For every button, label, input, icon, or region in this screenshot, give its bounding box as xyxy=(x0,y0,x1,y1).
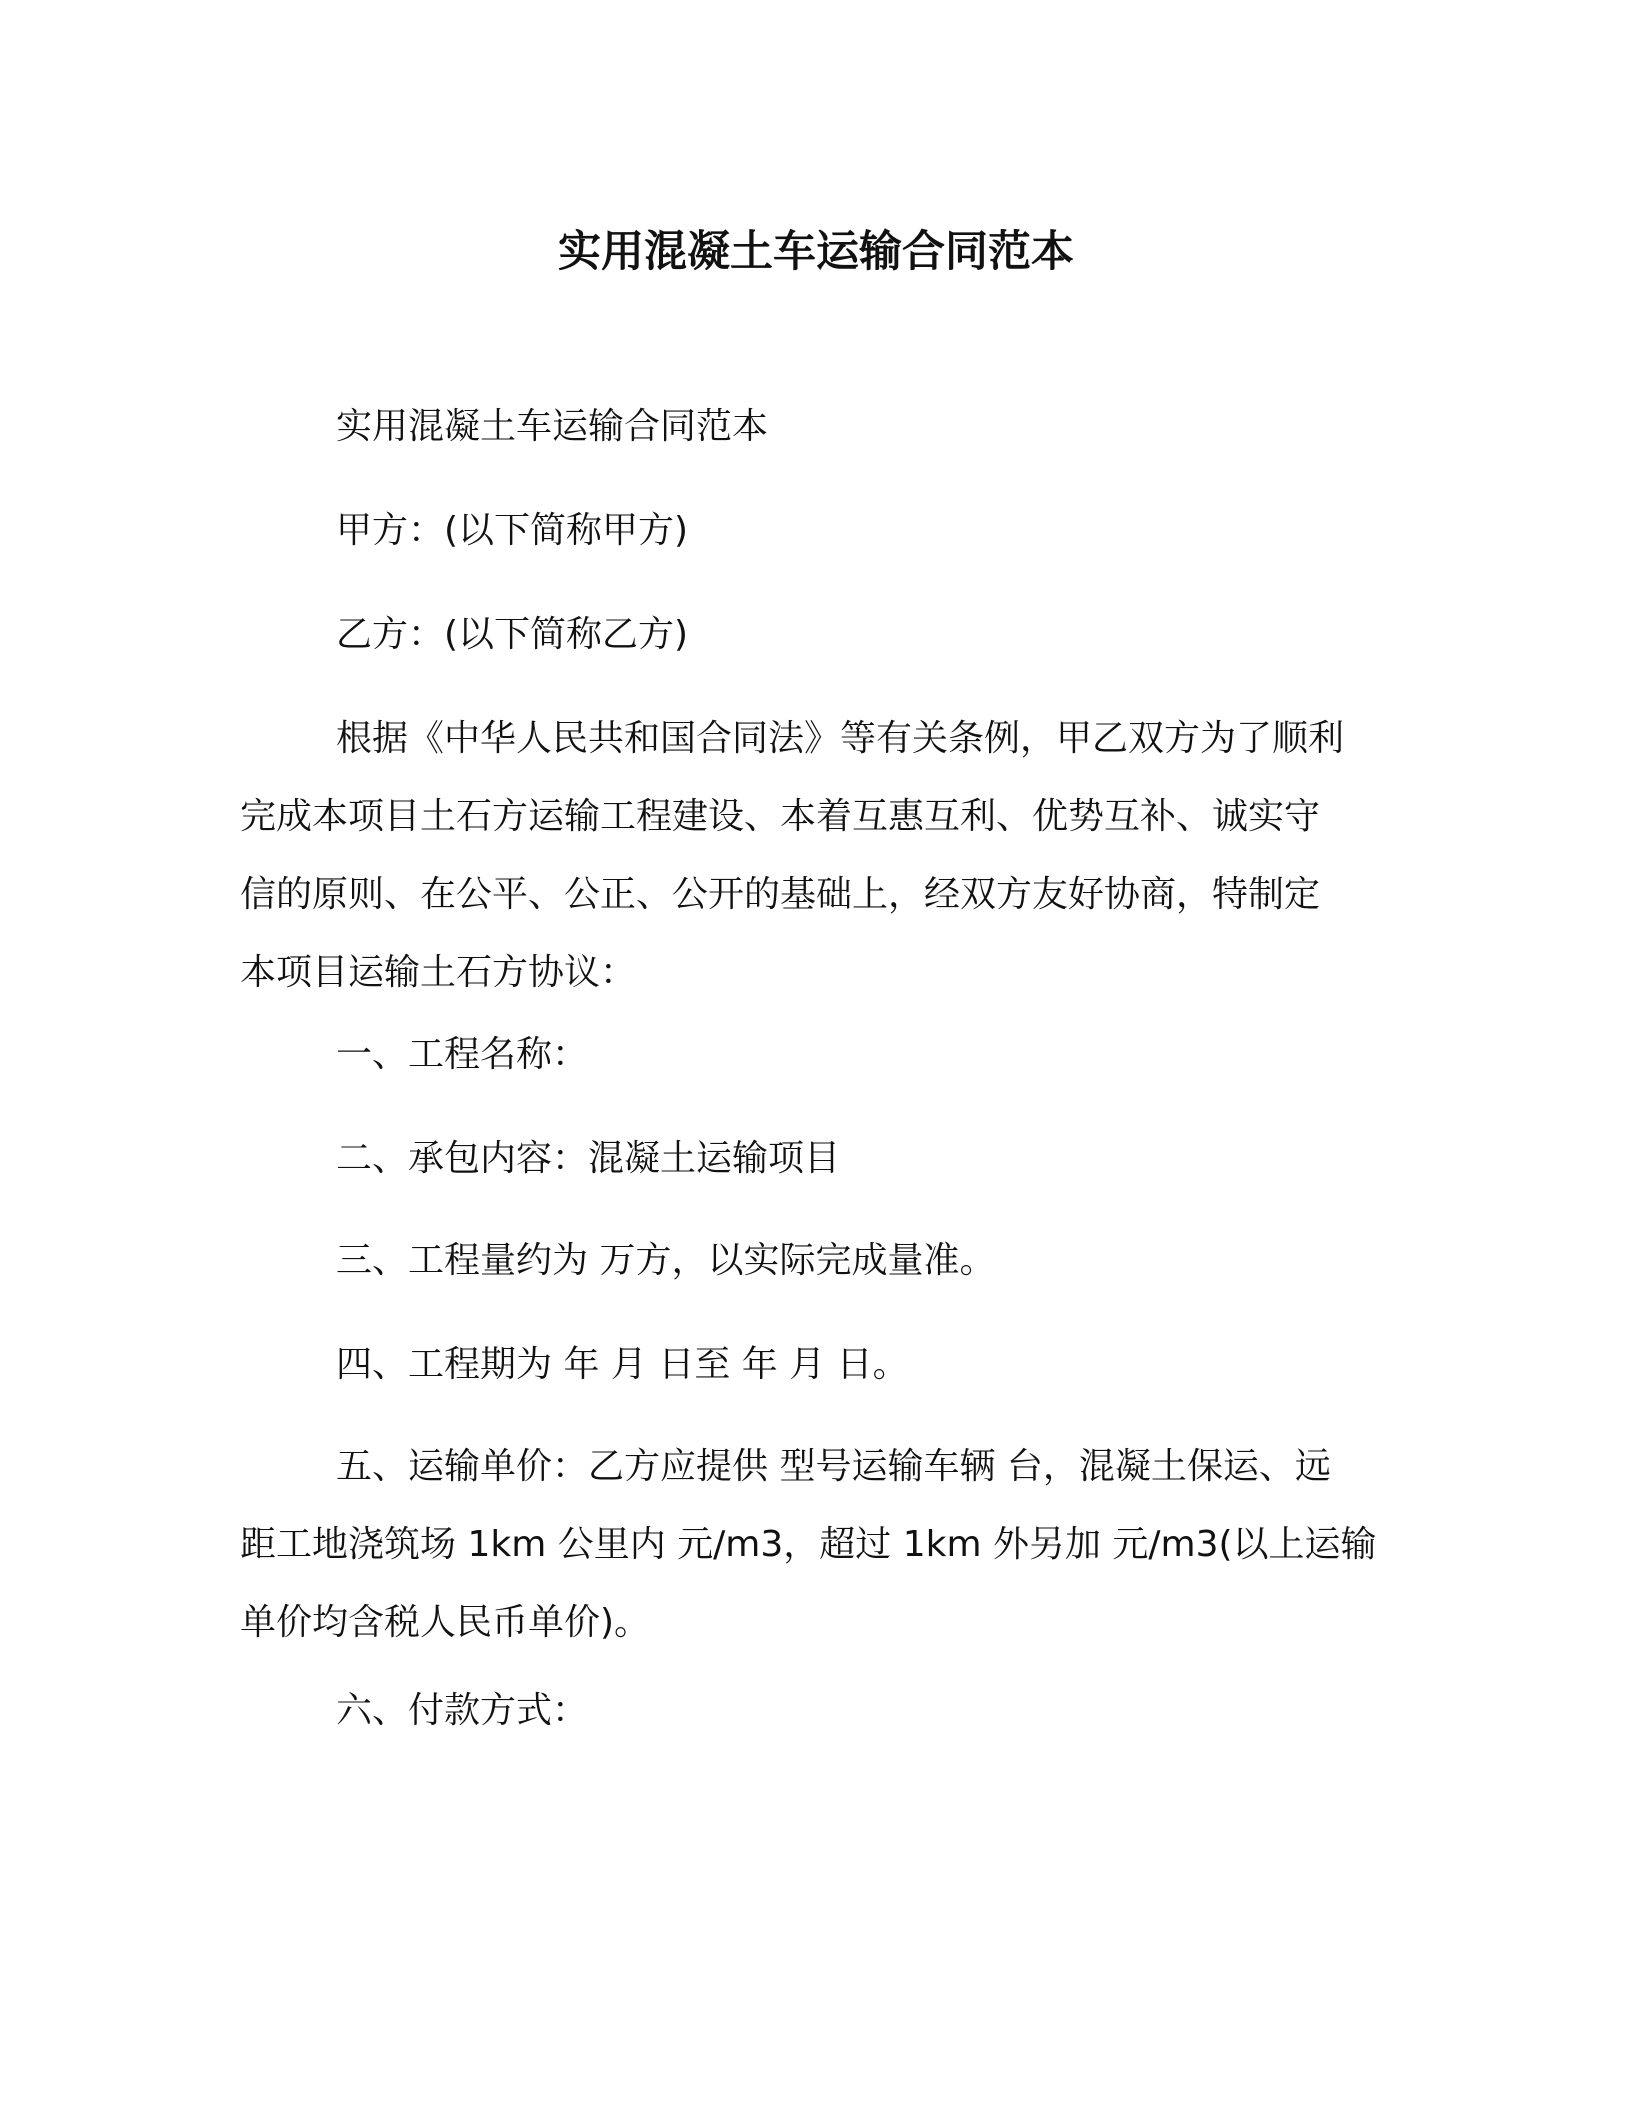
intro-line: 本项目运输土石方协议： xyxy=(240,952,637,993)
item-payment-method: 六、付款方式： xyxy=(336,1690,589,1731)
intro-line: 完成本项目土石方运输工程建设、本着互惠互利、优势互补、诚实守 xyxy=(240,796,1321,837)
intro-line: 根据《中华人民共和国合同法》等有关条例，甲乙双方为了顺利 xyxy=(336,718,1345,759)
item-contract-scope: 二、承包内容：混凝土运输项目 xyxy=(336,1138,841,1179)
subtitle-paragraph: 实用混凝土车运输合同范本 xyxy=(336,406,769,447)
item5-line: 距工地浇筑场 1km 公里内 元/m3，超过 1km 外另加 元/m3(以上运输 xyxy=(240,1524,1377,1565)
item5-line: 五、运输单价：乙方应提供 型号运输车辆 台，混凝土保运、远 xyxy=(336,1446,1331,1487)
party-a-paragraph: 甲方：(以下简称甲方) xyxy=(336,510,689,551)
document-title: 实用混凝土车运输合同范本 xyxy=(558,227,1074,277)
item-work-quantity: 三、工程量约为 万方，以实际完成量准。 xyxy=(336,1240,996,1281)
item-work-period: 四、工程期为 年 月 日至 年 月 日。 xyxy=(336,1344,909,1385)
intro-line: 信的原则、在公平、公正、公开的基础上，经双方友好协商，特制定 xyxy=(240,874,1321,915)
item5-line: 单价均含税人民币单价)。 xyxy=(240,1602,651,1643)
intro-paragraph xyxy=(240,700,1392,1012)
item-transport-price xyxy=(240,1428,1392,1662)
item-project-name: 一、工程名称： xyxy=(336,1034,589,1075)
party-b-paragraph: 乙方：(以下简称乙方) xyxy=(336,614,689,655)
